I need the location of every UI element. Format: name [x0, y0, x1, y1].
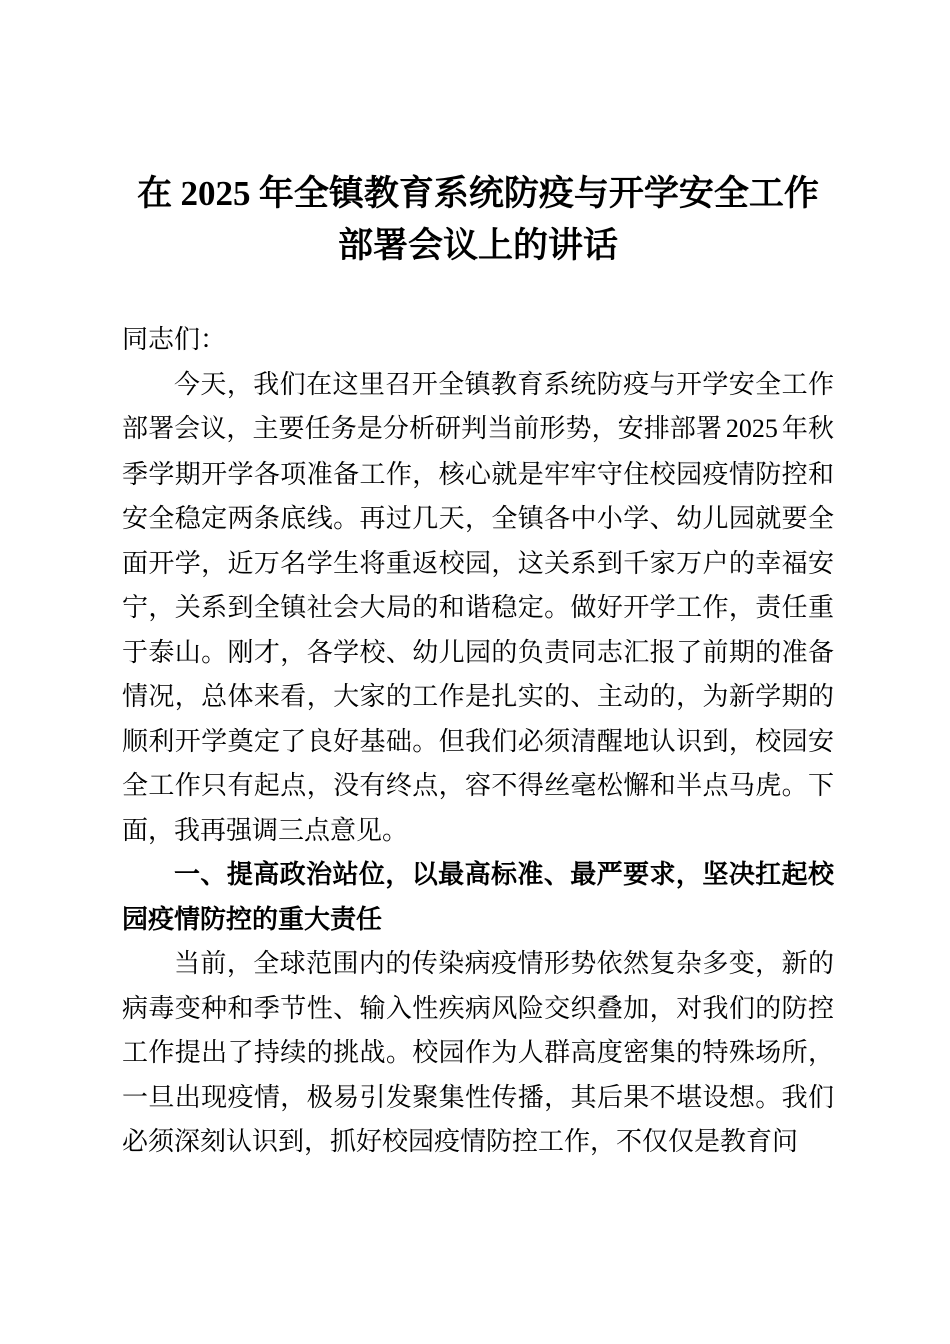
opening-paragraph — [122, 362, 834, 853]
title-year-number: 2025 — [180, 174, 251, 213]
section-1-paragraph: 当前，全球范围内的传染病疫情形势依然复杂多变，新的病毒变种和季节性、输入性疾病风险交织叠加，对我们的防控工作提出了持续的挑战。校园作为人群高度密集的特殊场所，一旦出现疫情，极易引发聚集性传播，其后果不堪设想。我们必须深刻认识到，抓好校园疫情防控工作，不仅仅是教育问 — [122, 948, 834, 1156]
salutation: 同志们： — [122, 324, 227, 354]
document-content — [122, 168, 834, 1164]
title-text-prefix: 在 — [137, 174, 173, 213]
opening-text-before-year: 今天，我们在这里召开全镇教育系统防疫与开学安全工作部署会议，主要任务是分析研判当前形势，安排部署 — [122, 368, 834, 443]
title-line-1 — [122, 168, 834, 220]
opening-text-after-year: 年秋季学期开学各项准备工作，核心就是牢牢守住校园疫情防控和安全稳定两条底线。再过几天，全镇各中小学、幼儿园就要全面开学，近万名学生将重返校园，这关系到千家万户的幸福安宁，关系到全镇社会大局的和谐稳定。做好开学工作，责任重于泰山。刚才，各学校、幼儿园的负责同志汇报了前期的准备情况，总体来看，大家的工作是扎实的、主动的，为新学期的顺利开学奠定了良好基础。但我们必须清醒地认识到，校园安全工作只有起点，没有终点，容不得丝毫松懈和半点马虎。下面，我再强调三点意见。 — [122, 413, 834, 845]
body-year-number: 2025 — [725, 414, 778, 443]
document-title — [122, 168, 834, 272]
title-text-suffix: 年全镇教育系统防疫与开学安全工作 — [258, 174, 819, 213]
section-1-heading: 一、提高政治站位，以最高标准、最严要求，坚决扛起校园疫情防控的重大责任 — [122, 859, 834, 934]
title-line-2: 部署会议上的讲话 — [337, 226, 618, 265]
